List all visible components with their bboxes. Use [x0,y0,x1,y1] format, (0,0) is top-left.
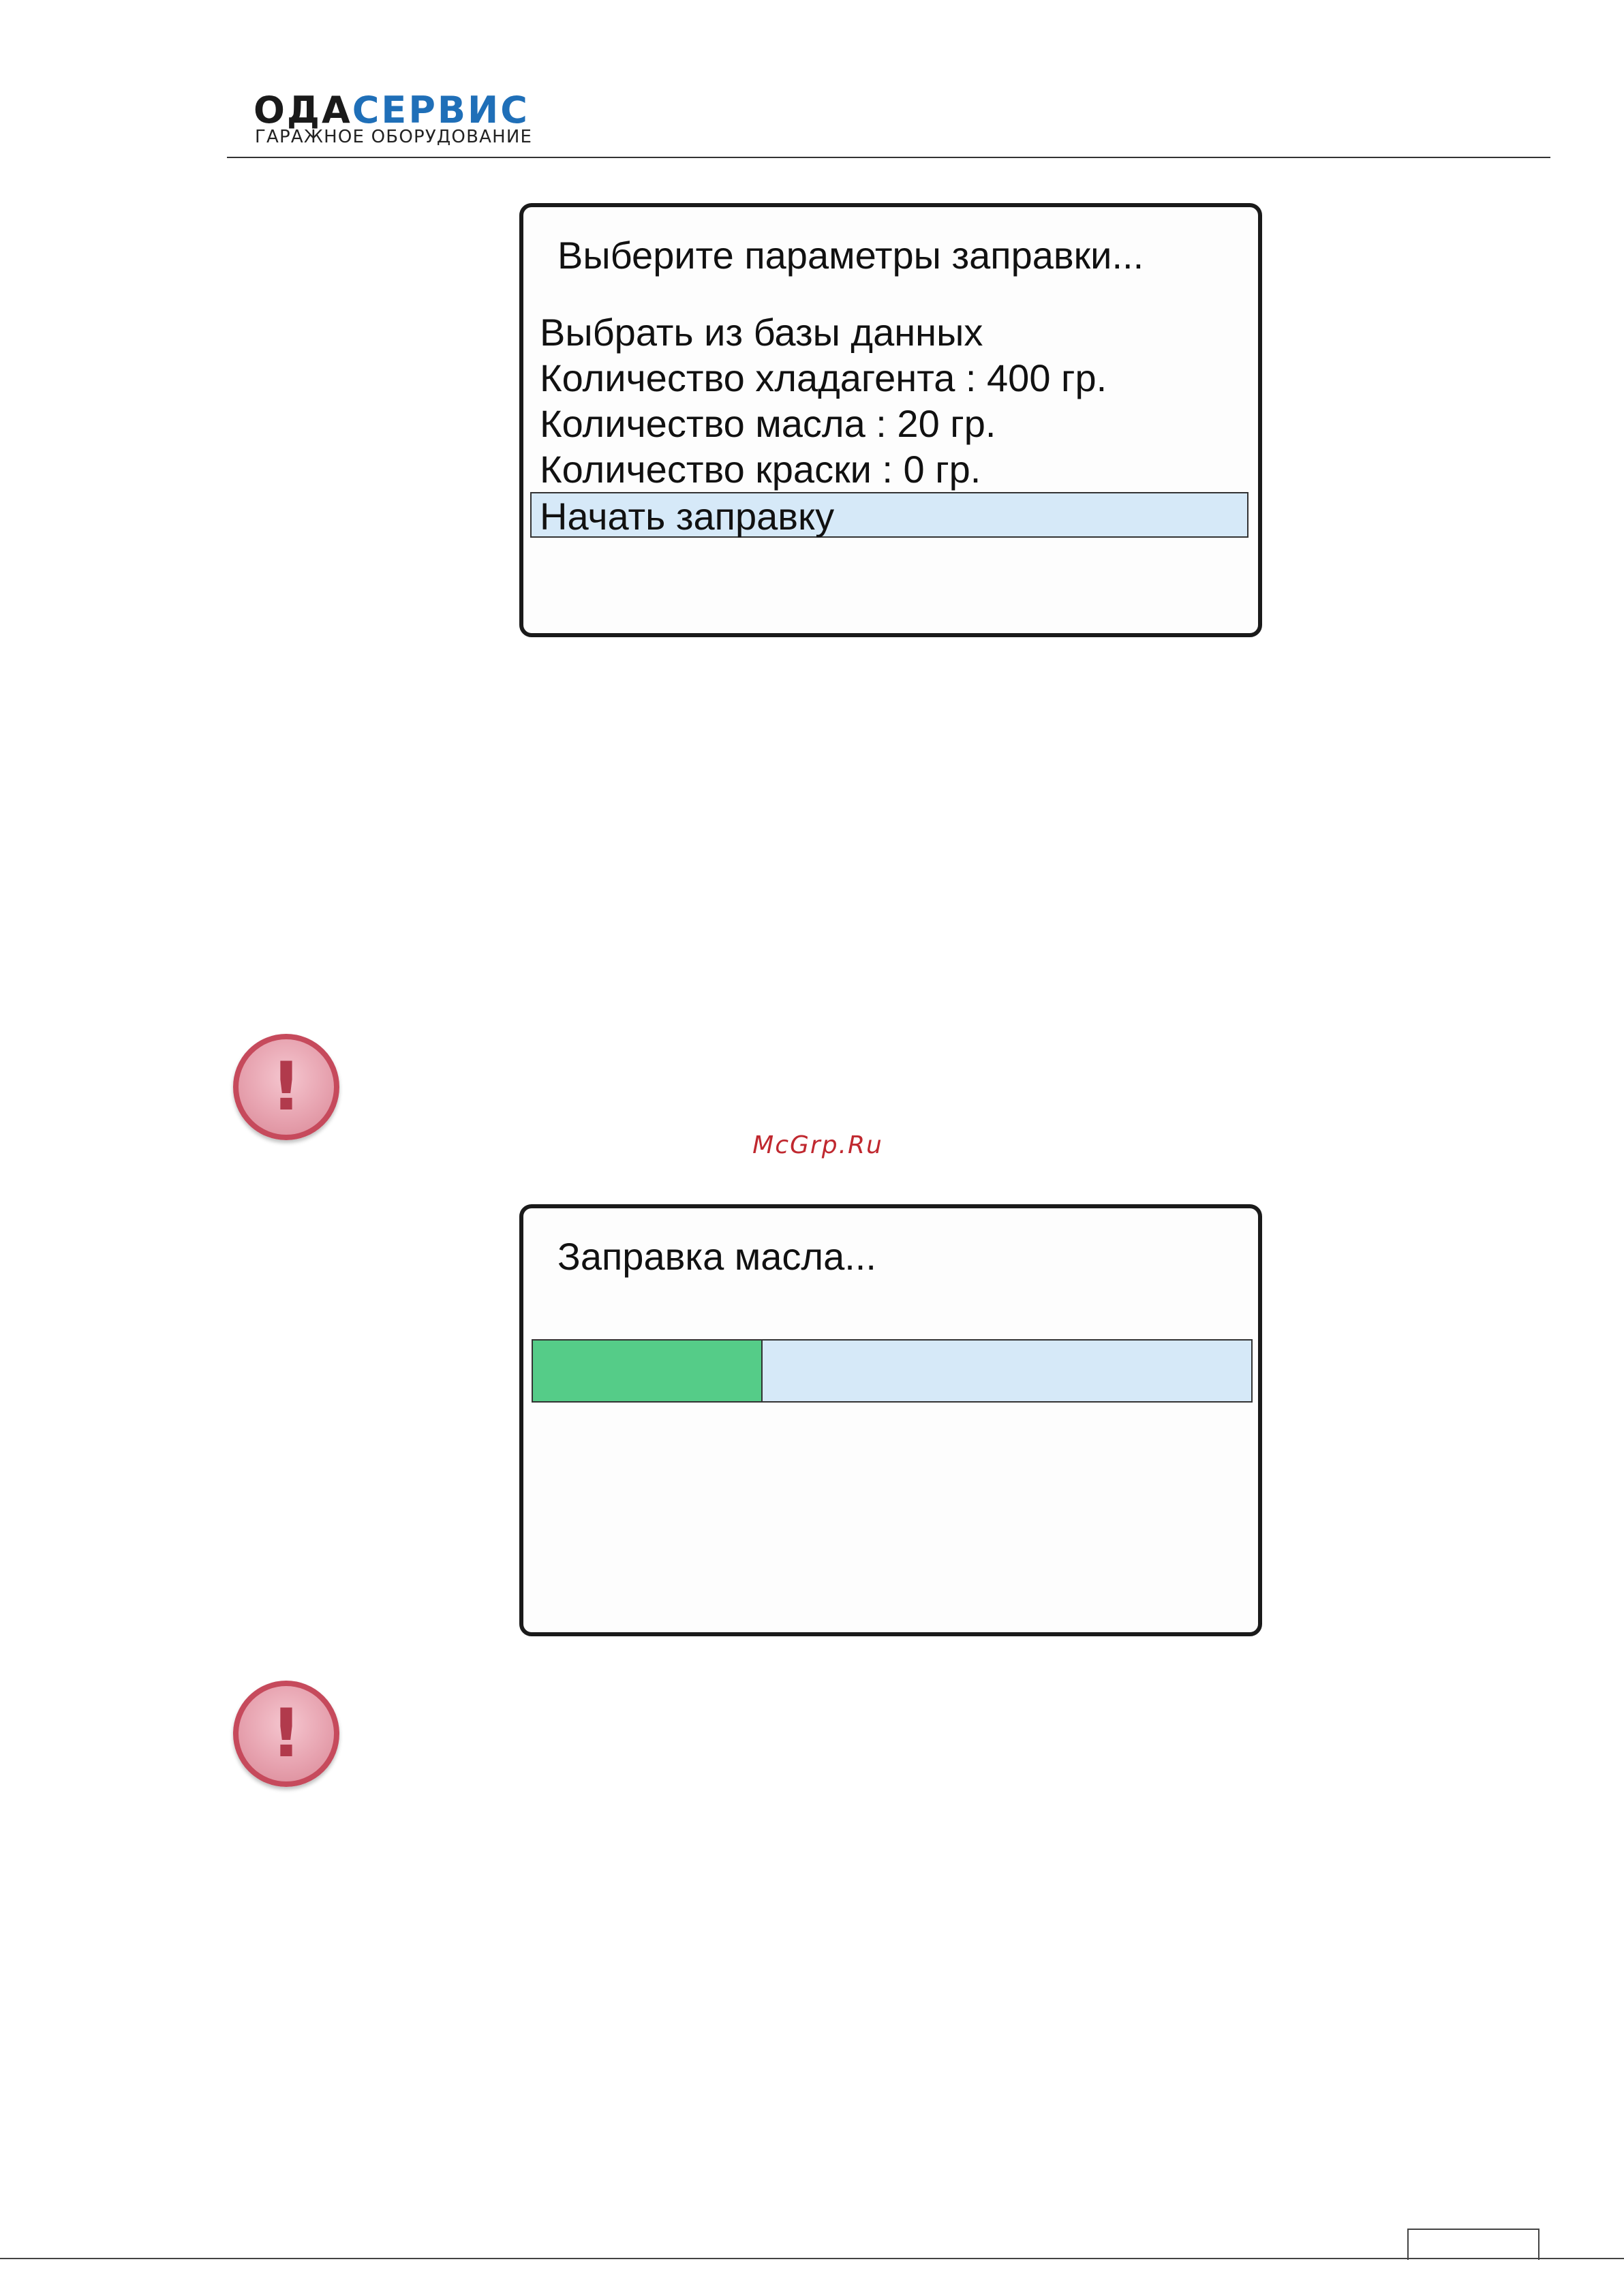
footer-divider [0,2258,1624,2259]
menu-item-start-filling[interactable]: Начать заправку [530,492,1248,538]
logo-wordmark-blue: СЕРВИС [352,89,530,132]
logo-wordmark-dark: ОДА [254,89,352,132]
company-logo [254,90,567,151]
warning-icon-glyph: ! [271,1695,302,1773]
oil-filling-screen [519,1204,1262,1636]
progress-bar-fill [533,1341,763,1401]
warning-icon-glyph: ! [271,1048,302,1126]
menu-item-dye-amount[interactable]: Количество краски : 0 гр. [540,448,981,491]
menu-item-refrigerant-amount[interactable]: Количество хладагента : 400 гр. [540,356,1107,399]
parameters-menu [523,309,1258,538]
warning-icon [233,1034,339,1140]
screen-title: Заправка масла... [557,1235,876,1278]
page-number-tab [1407,2229,1539,2260]
progress-bar [532,1339,1253,1403]
header-divider [227,157,1550,158]
menu-item-database[interactable]: Выбрать из базы данных [540,311,983,354]
menu-item-oil-amount[interactable]: Количество масла : 20 гр. [540,402,996,445]
logo-subtitle: ГАРАЖНОЕ ОБОРУДОВАНИЕ [255,127,533,147]
watermark: McGrp.Ru [752,1131,883,1159]
logo-wordmark [254,90,530,131]
screen-title: Выберите параметры заправки... [557,234,1144,277]
warning-icon [233,1681,339,1787]
fill-parameters-screen [519,203,1262,637]
